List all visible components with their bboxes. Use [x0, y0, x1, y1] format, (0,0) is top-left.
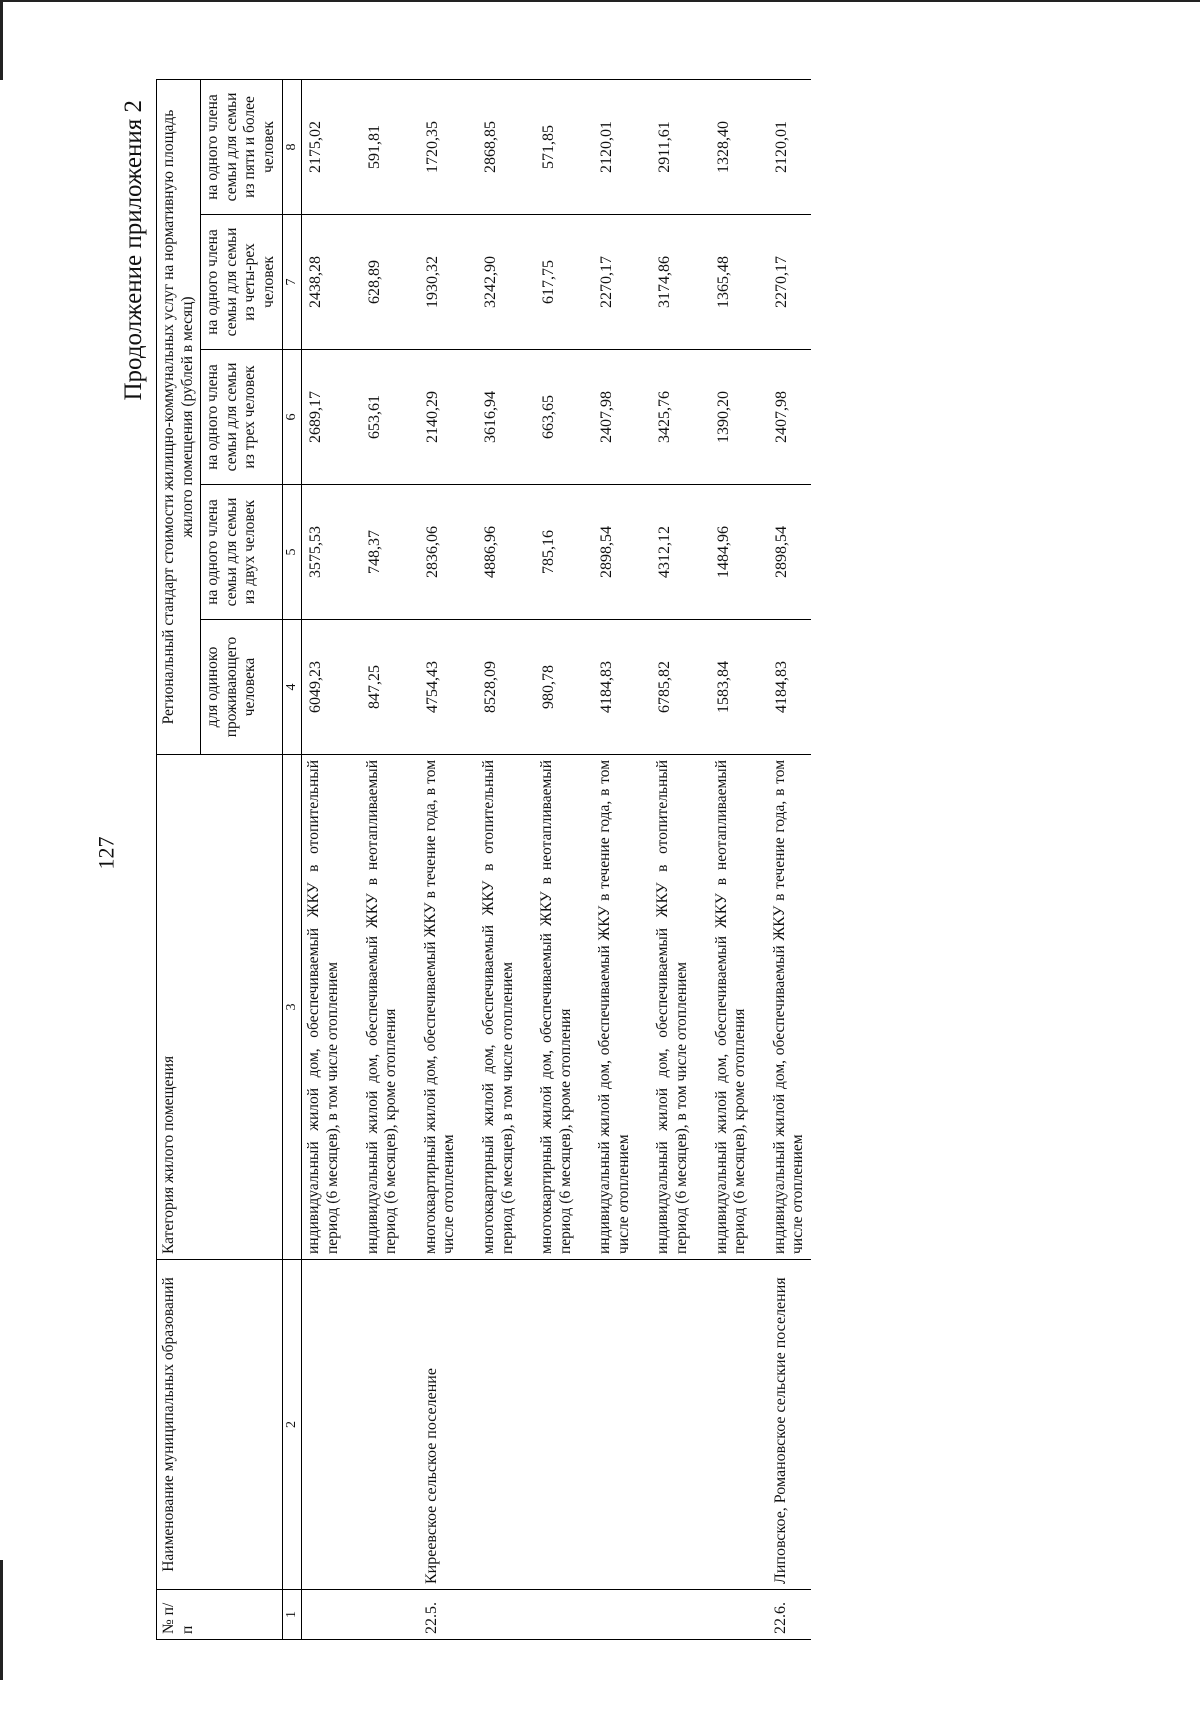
value-two: 2836,06	[419, 485, 477, 620]
table-row	[419, 80, 477, 1640]
value-single: 1583,84	[710, 620, 768, 755]
col-number: 5	[282, 485, 302, 620]
value-four: 1365,48	[710, 215, 768, 350]
value-four: 617,75	[535, 215, 593, 350]
value-single: 4754,43	[419, 620, 477, 755]
value-four: 3174,86	[651, 215, 709, 350]
value-five-plus: 591,81	[361, 80, 419, 215]
housing-category: индивидуальный жилой дом, обеспечиваемый ЖКУ в отопительный период (6 месяцев), в том числе отоплением	[651, 755, 709, 1260]
municipality-name	[651, 1260, 709, 1590]
value-five-plus: 571,85	[535, 80, 593, 215]
tariff-table	[156, 79, 811, 1640]
value-three: 2140,29	[419, 350, 477, 485]
col-number: 3	[282, 755, 302, 1260]
row-index	[535, 1590, 593, 1640]
value-five-plus: 1328,40	[710, 80, 768, 215]
housing-category: многоквартирный жилой дом, обеспечиваемый ЖКУ в течение года, в том числе отоплением	[419, 755, 477, 1260]
housing-category: индивидуальный жилой дом, обеспечиваемый ЖКУ в отопительный период (6 месяцев), в том числе отоплением	[302, 755, 361, 1260]
continuation-title: Продолжение приложения 2	[120, 100, 147, 401]
value-three: 3616,94	[477, 350, 535, 485]
header-five-plus: на одного члена семьи для семьи из пяти и более человек	[201, 80, 282, 215]
value-four: 2438,28	[302, 215, 361, 350]
value-three: 1390,20	[710, 350, 768, 485]
table-row	[710, 80, 768, 1640]
row-index	[477, 1590, 535, 1640]
rotated-page-content	[120, 80, 1080, 1640]
header-three: на одного члена семьи для семьи из трех человек	[201, 350, 282, 485]
housing-category: индивидуальный жилой дом, обеспечиваемый ЖКУ в неотапливаемый период (6 месяцев), кроме отопления	[710, 755, 768, 1260]
table-row	[768, 80, 811, 1640]
municipality-name: Киреевское сельское поселение	[419, 1260, 477, 1590]
value-two: 748,37	[361, 485, 419, 620]
header-name: Наименование муниципальных образований	[157, 1260, 283, 1590]
value-five-plus: 2120,01	[768, 80, 811, 215]
municipality-name	[361, 1260, 419, 1590]
value-single: 6785,82	[651, 620, 709, 755]
row-index	[593, 1590, 651, 1640]
municipality-name	[710, 1260, 768, 1590]
header-two: на одного члена семьи для семьи из двух человек	[201, 485, 282, 620]
header-category: Категория жилого помещения	[157, 755, 283, 1260]
value-two: 4312,12	[651, 485, 709, 620]
column-number-row	[282, 80, 302, 1640]
value-four: 628,89	[361, 215, 419, 350]
value-five-plus: 2120,01	[593, 80, 651, 215]
header-no: № п/п	[157, 1590, 283, 1640]
value-three: 3425,76	[651, 350, 709, 485]
value-three: 2689,17	[302, 350, 361, 485]
col-number: 8	[282, 80, 302, 215]
municipality-name	[302, 1260, 361, 1590]
housing-category: многоквартирный жилой дом, обеспечиваемый ЖКУ в неотапливаемый период (6 месяцев), кроме отопления	[535, 755, 593, 1260]
municipality-name	[477, 1260, 535, 1590]
value-three: 663,65	[535, 350, 593, 485]
scan-edge-left-lower	[0, 1560, 3, 1680]
value-five-plus: 1720,35	[419, 80, 477, 215]
housing-category: индивидуальный жилой дом, обеспечиваемый ЖКУ в неотапливаемый период (6 месяцев), кроме отопления	[361, 755, 419, 1260]
row-index: 22.5.	[419, 1590, 477, 1640]
row-index	[710, 1590, 768, 1640]
value-two: 2898,54	[593, 485, 651, 620]
table-row	[361, 80, 419, 1640]
value-four: 2270,17	[593, 215, 651, 350]
page-number	[90, 836, 123, 870]
row-index	[361, 1590, 419, 1640]
value-five-plus: 2911,61	[651, 80, 709, 215]
table-row	[593, 80, 651, 1640]
col-number: 2	[282, 1260, 302, 1590]
page-number-text: 127	[93, 836, 119, 870]
value-two: 4886,96	[477, 485, 535, 620]
value-single: 980,78	[535, 620, 593, 755]
table-row	[302, 80, 361, 1640]
scan-edge-top	[0, 0, 1200, 2]
value-single: 4184,83	[593, 620, 651, 755]
value-single: 4184,83	[768, 620, 811, 755]
value-five-plus: 2175,02	[302, 80, 361, 215]
header-standard: Региональный стандарт стоимости жилищно-коммунальных услуг на нормативную площадь жилого помещения (рублей в месяц)	[157, 80, 201, 755]
housing-category: индивидуальный жилой дом, обеспечиваемый ЖКУ в течение года, в том числе отоплением	[768, 755, 811, 1260]
municipality-name	[593, 1260, 651, 1590]
scan-edge-left	[0, 0, 3, 80]
value-three: 2407,98	[593, 350, 651, 485]
value-four: 2270,17	[768, 215, 811, 350]
value-single: 8528,09	[477, 620, 535, 755]
value-single: 847,25	[361, 620, 419, 755]
table-row	[477, 80, 535, 1640]
value-two: 2898,54	[768, 485, 811, 620]
value-two: 785,16	[535, 485, 593, 620]
value-two: 1484,96	[710, 485, 768, 620]
table-row	[651, 80, 709, 1640]
value-two: 3575,53	[302, 485, 361, 620]
municipality-name: Липовское, Романовское сельские поселения	[768, 1260, 811, 1590]
value-five-plus: 2868,85	[477, 80, 535, 215]
value-four: 1930,32	[419, 215, 477, 350]
header-four: на одного члена семьи для семьи из четы-рех человек	[201, 215, 282, 350]
value-three: 653,61	[361, 350, 419, 485]
col-number: 1	[282, 1590, 302, 1640]
row-index	[651, 1590, 709, 1640]
housing-category: индивидуальный жилой дом, обеспечиваемый ЖКУ в течение года, в том числе отоплением	[593, 755, 651, 1260]
value-three: 2407,98	[768, 350, 811, 485]
row-index	[302, 1590, 361, 1640]
col-number: 4	[282, 620, 302, 755]
housing-category: многоквартирный жилой дом, обеспечиваемый ЖКУ в отопительный период (6 месяцев), в том числе отоплением	[477, 755, 535, 1260]
value-four: 3242,90	[477, 215, 535, 350]
table-row	[535, 80, 593, 1640]
col-number: 7	[282, 215, 302, 350]
header-single: для одиноко проживающего человека	[201, 620, 282, 755]
value-single: 6049,23	[302, 620, 361, 755]
municipality-name	[535, 1260, 593, 1590]
col-number: 6	[282, 350, 302, 485]
row-index: 22.6.	[768, 1590, 811, 1640]
